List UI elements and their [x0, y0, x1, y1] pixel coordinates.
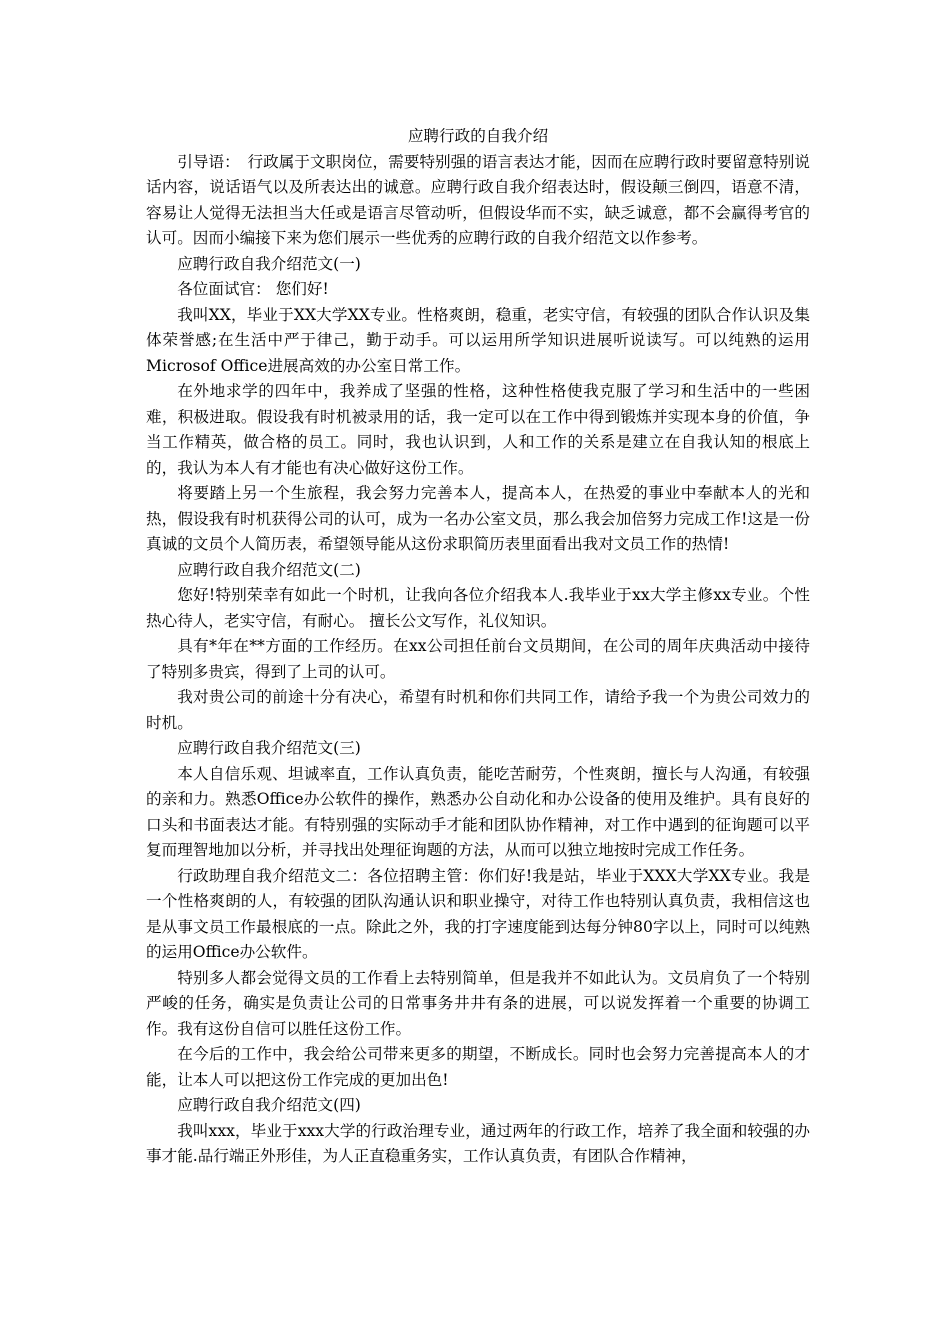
section-3-paragraph: 行政助理自我介绍范文二：各位招聘主管：你们好!我是站，毕业于XXX大学XX专业。我是一个性格爽朗的人，有较强的团队沟通认识和职业操守，对待工作也特别认真负责，我相信这也是从事文员工作最根底的一点。除此之外，我的打字速度能到达每分钟80字以上，同时可以纯熟的运用Office办公软件。: [146, 866, 810, 961]
section-heading-3: 应聘行政自我介绍范文(三): [177, 739, 361, 757]
section-1-paragraph: 在外地求学的四年中，我养成了坚强的性格，这种性格使我克服了学习和生活中的一些困难，积极进取。假设我有时机被录用的话，我一定可以在工作中得到锻炼并实现本身的价值，争当工作精英，做合格的员工。同时，我也认识到，人和工作的关系是建立在自我认知的根底上的，我认为本人有才能也有决心做好这份工作。: [146, 382, 810, 477]
section-2-paragraph: 您好!特别荣幸有如此一个时机，让我向各位介绍我本人.我毕业于xx大学主修xx专业。个性热心待人，老实守信，有耐心。 擅长公文写作，礼仪知识。: [146, 586, 810, 630]
section-4-paragraph: 我叫xxx，毕业于xxx大学的行政治理专业，通过两年的行政工作，培养了我全面和较强的办事才能.品行端正外形佳，为人正直稳重务实，工作认真负责，有团队合作精神，: [146, 1121, 810, 1165]
section-1-greeting: 各位面试官： 您们好!: [177, 280, 329, 298]
section-heading-1: 应聘行政自我介绍范文(一): [177, 254, 361, 273]
document-title: 应聘行政的自我介绍: [407, 127, 549, 145]
section-2-paragraph: 我对贵公司的前途十分有决心，希望有时机和你们共同工作，请给予我一个为贵公司效力的时机。: [146, 688, 810, 732]
intro-paragraph: 引导语： 行政属于文职岗位，需要特别强的语言表达才能，因而在应聘行政时要留意特别说话内容，说话语气以及所表达出的诚意。应聘行政自我介绍表达时，假设颠三倒四，语意不清，容易让人觉得无法担当大任或是语言尽管动听，但假设华而不实，缺乏诚意，都不会赢得考官的认可。因而小编接下来为您们展示一些优秀的应聘行政的自我介绍范文以作参考。: [146, 152, 810, 247]
document-page: [146, 124, 810, 1170]
section-heading-4: 应聘行政自我介绍范文(四): [177, 1096, 361, 1114]
section-2-paragraph: 具有*年在**方面的工作经历。在xx公司担任前台文员期间，在公司的周年庆典活动中接待了特别多贵宾，得到了上司的认可。: [146, 637, 810, 681]
section-1-paragraph: 我叫XX，毕业于XX大学XX专业。性格爽朗，稳重，老实守信，有较强的团队合作认识及集体荣誉感;在生活中严于律己，勤于动手。可以运用所学知识进展听说读写。可以纯熟的运用Microsof Office进展高效的办公室日常工作。: [146, 305, 810, 375]
section-heading-2: 应聘行政自我介绍范文(二): [177, 560, 361, 579]
section-3-paragraph: 本人自信乐观、坦诚率直，工作认真负责，能吃苦耐劳，个性爽朗，擅长与人沟通，有较强的亲和力。熟悉Office办公软件的操作，熟悉办公自动化和办公设备的使用及维护。具有良好的口头和书面表达才能。有特别强的实际动手才能和团队协作精神，对工作中遇到的征询题可以平复而理智地加以分析，并寻找出处理征询题的方法，从而可以独立地按时完成工作任务。: [146, 764, 810, 859]
section-1-paragraph: 将要踏上另一个生旅程，我会努力完善本人，提高本人，在热爱的事业中奉献本人的光和热，假设我有时机获得公司的认可，成为一名办公室文员，那么我会加倍努力完成工作!这是一份真诚的文员个人简历表，希望领导能从这份求职简历表里面看出我对文员工作的热情!: [146, 484, 810, 553]
section-3-paragraph: 特别多人都会觉得文员的工作看上去特别简单，但是我并不如此认为。文员肩负了一个特别严峻的任务，确实是负责让公司的日常事务井井有条的进展，可以说发挥着一个重要的协调工作。我有这份自信可以胜任这份工作。: [146, 968, 810, 1038]
section-3-paragraph: 在今后的工作中，我会给公司带来更多的期望，不断成长。同时也会努力完善提高本人的才能，让本人可以把这份工作完成的更加出色!: [146, 1045, 810, 1089]
